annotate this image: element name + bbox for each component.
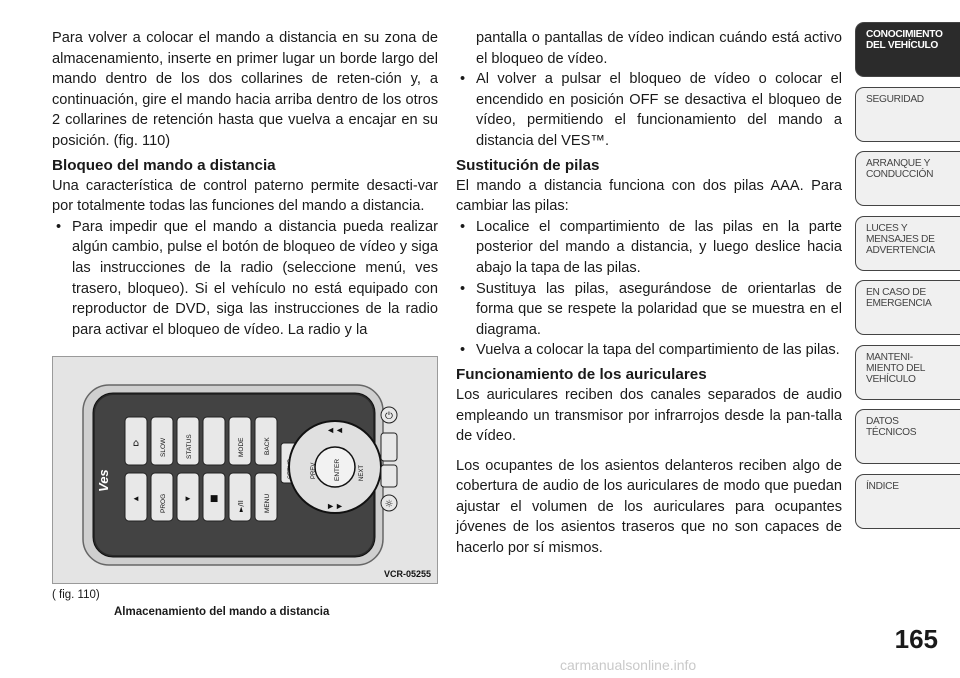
stop-label: ■	[209, 494, 219, 504]
tab-mantenimiento[interactable]: MANTENI- MIENTO DEL VEHÍCULO	[855, 345, 960, 400]
pilas-bullet-3: • Vuelva a colocar la tapa del compartimiento de las pilas.	[456, 340, 842, 361]
svg-text:◄◄: ◄◄	[326, 425, 344, 435]
pilas-bullet-2: • Sustituya las pilas, asegurándose de orientarlas de forma que se respete la polaridad que se muestra en el diagrama.	[456, 279, 842, 341]
play-pause-label: ►/II	[237, 500, 245, 512]
continuation-paragraph: pantalla o pantallas de vídeo indican cuándo está activo el bloqueo de vídeo.	[476, 30, 842, 67]
enter-label: ENTER	[334, 458, 341, 481]
tab-indice[interactable]: ÍNDICE	[855, 474, 960, 529]
svg-text:►: ►	[184, 494, 192, 503]
auriculares-paragraph-1: Los auriculares reciben dos canales separados de audio empleando un transmisor por infrarrojos desde la pan-talla de vídeo.	[456, 386, 842, 445]
brand-logo: Ves	[96, 469, 111, 492]
back-label: BACK	[264, 437, 271, 455]
page-number: 165	[894, 624, 938, 654]
svg-text:⏻: ⏻	[385, 411, 393, 422]
tab-luces[interactable]: LUCES Y MENSAJES DE ADVERTENCIA	[855, 216, 960, 271]
video-lock-bullet: • Al volver a pulsar el bloqueo de vídeo o colocar el encendido en posición OFF se desactiva el bloqueo de vídeo, permitiendo el funcionamiento del mando a distancia del VES™.	[456, 69, 842, 151]
chapter-tabs	[855, 22, 960, 538]
tab-arranque[interactable]: ARRANQUE Y CONDUCCIÓN	[855, 151, 960, 206]
left-column	[52, 28, 438, 340]
figure-reference: ( fig. 110)	[52, 589, 100, 601]
heading-pilas: Sustitución de pilas	[456, 156, 600, 174]
slow-label: SLOW	[160, 437, 167, 457]
tab-datos[interactable]: DATOS TÉCNICOS	[855, 409, 960, 464]
mode-label: MODE	[238, 437, 245, 457]
remote-figure	[52, 356, 438, 584]
pilas-bullet-1: • Localice el compartimiento de las pilas en la parte posterior del mando a distancia, y luego deslice hacia abajo la tapa de las pilas.	[456, 217, 842, 279]
bloqueo-paragraph: Una característica de control paterno permite desacti-var por totalmente todas las funciones del mando a distancia.	[52, 177, 438, 215]
intro-paragraph: Para volver a colocar el mando a distancia en su zona de almacenamiento, inserte en primer lugar un borde largo del mando dentro de los dos collarines de reten-ción y, a continuación, gire el mando hacia arriba dentro de los otros 2 collarines de retención hasta que vuelva a encajar en su posición. (fig. 110)	[52, 30, 438, 149]
remote-illustration	[53, 357, 438, 584]
prog-label: PROG	[160, 493, 167, 513]
next-label: NEXT	[359, 464, 365, 481]
tab-conocimiento[interactable]: CONOCIMIENTO DEL VEHÍCULO	[855, 22, 960, 77]
auriculares-paragraph-2: Los ocupantes de los asientos delanteros reciben algo de cobertura de audio de los auriculares de modo que puedan ajustar el volumen de los auriculares para ocupantes jóvenes de los asientos traseros que no son capaces de hacerlo por sí mismos.	[456, 457, 842, 557]
menu-label: MENU	[264, 493, 271, 513]
tab-emergencia[interactable]: EN CASO DE EMERGENCIA	[855, 280, 960, 335]
svg-text:◄: ◄	[132, 494, 140, 503]
tab-seguridad[interactable]: SEGURIDAD	[855, 87, 960, 142]
svg-text:☼: ☼	[384, 499, 394, 510]
figure-caption: Almacenamiento del mando a distancia	[114, 606, 330, 618]
bloqueo-bullet: • Para impedir que el mando a distancia pueda realizar algún cambio, pulse el botón de bloqueo de vídeo y siga las instrucciones de la radio (seleccione menú, ves trasero, bloqueo). Si el vehículo no está equipado con reproductor de DVD, siga las instrucciones de la radio para activar el bloqueo de vídeo. La radio y la	[52, 217, 438, 341]
pilas-paragraph: El mando a distancia funciona con dos pilas AAA. Para cambiar las pilas:	[456, 177, 842, 215]
svg-text:►►: ►►	[326, 501, 344, 511]
heading-auriculares: Funcionamiento de los auriculares	[456, 365, 707, 383]
figure-code: VCR-05255	[383, 569, 431, 579]
svg-text:⌂: ⌂	[132, 438, 140, 449]
watermark: carmanualsonline.info	[560, 657, 697, 673]
dpad	[289, 421, 381, 513]
status-label: STATUS	[186, 434, 193, 459]
heading-bloqueo: Bloqueo del mando a distancia	[52, 156, 276, 174]
right-column	[456, 28, 842, 559]
prev-label: PREV	[311, 462, 317, 479]
